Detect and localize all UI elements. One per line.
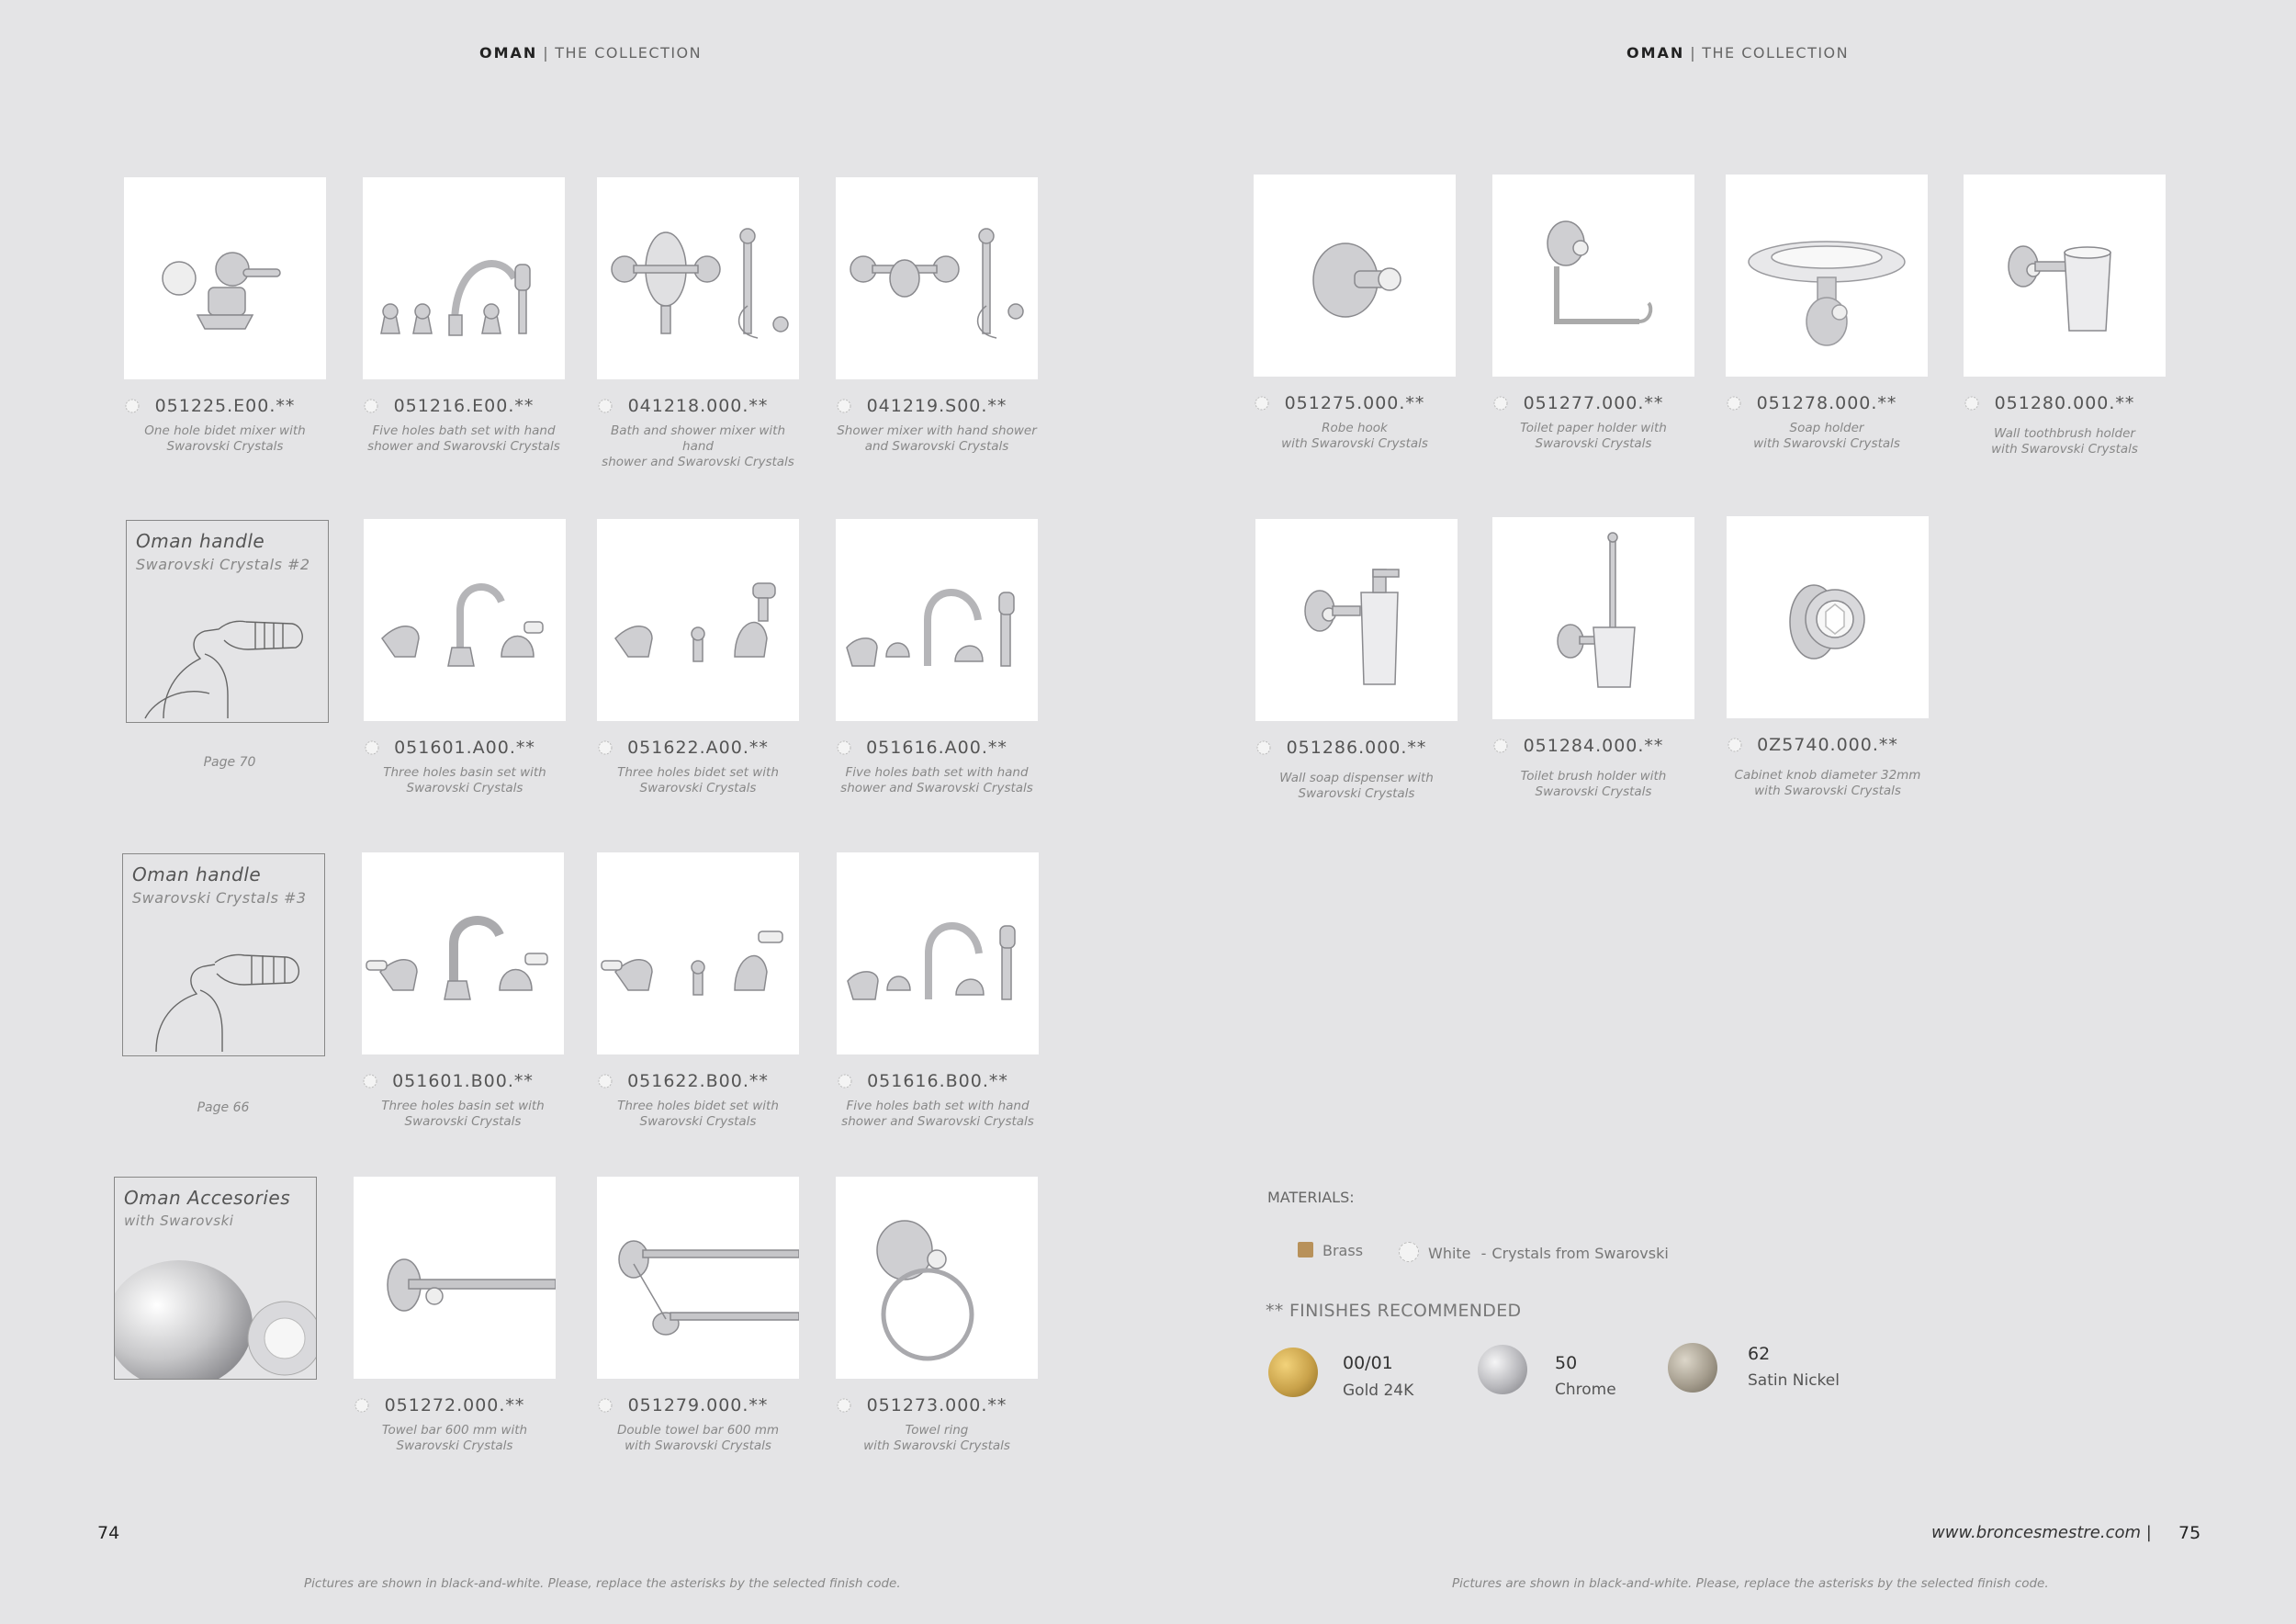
product-code: 051286.000.** bbox=[1286, 738, 1427, 758]
product-image[interactable] bbox=[363, 177, 565, 379]
product-description: Bath and shower mixer with hand shower and Swarovski Crystals bbox=[602, 423, 794, 469]
basin-set-icon bbox=[364, 519, 566, 721]
product-description: Three holes bidet set with Swarovski Crystals bbox=[617, 1099, 779, 1129]
header-right: OMAN | THE COLLECTION bbox=[1626, 44, 1850, 62]
materials-title: MATERIALS: bbox=[1267, 1189, 1355, 1206]
product-image[interactable] bbox=[1726, 175, 1928, 377]
crystal-icon bbox=[597, 1397, 613, 1414]
soap-holder-icon bbox=[1726, 175, 1928, 377]
product-description: Double towel bar 600 mm with Swarovski Crystals bbox=[616, 1423, 780, 1453]
product-code: 051279.000.** bbox=[627, 1395, 769, 1415]
product-description: Soap holder with Swarovski Crystals bbox=[1753, 421, 1900, 451]
crystal-icon bbox=[597, 1073, 613, 1089]
product-code: 051601.B00.** bbox=[392, 1071, 534, 1091]
crystal-icon bbox=[1727, 737, 1743, 753]
product-card[interactable] bbox=[1254, 175, 1456, 452]
finish-name: Satin Nickel bbox=[1748, 1371, 1840, 1390]
product-card[interactable] bbox=[836, 177, 1038, 455]
finish-code: 62 bbox=[1748, 1344, 1771, 1364]
product-code: 041219.S00.** bbox=[866, 396, 1007, 416]
towel-bar-icon bbox=[354, 1177, 556, 1379]
product-code: 051616.B00.** bbox=[867, 1071, 1008, 1091]
product-card[interactable] bbox=[362, 852, 564, 1130]
website-link[interactable]: www.broncesmestre.com | bbox=[1931, 1523, 2152, 1542]
product-image[interactable] bbox=[836, 519, 1038, 721]
product-image[interactable] bbox=[1255, 519, 1458, 721]
bidet-mixer-icon bbox=[124, 177, 326, 379]
product-code: 051216.E00.** bbox=[393, 396, 535, 416]
product-description: Five holes bath set with hand shower and Swarovski Crystals bbox=[841, 1099, 1034, 1129]
finishes-title: ** FINISHES RECOMMENDED bbox=[1266, 1301, 1522, 1321]
crystal-icon bbox=[1254, 395, 1270, 412]
product-code: 051622.A00.** bbox=[627, 738, 769, 758]
product-image[interactable] bbox=[124, 177, 326, 379]
product-image[interactable] bbox=[364, 519, 566, 721]
handle-page-ref[interactable]: Page 66 bbox=[197, 1100, 250, 1115]
brass-swatch-icon bbox=[1298, 1242, 1313, 1257]
finish-name: Chrome bbox=[1555, 1381, 1616, 1399]
product-image[interactable] bbox=[837, 852, 1039, 1054]
product-code: 051284.000.** bbox=[1523, 736, 1664, 756]
product-card[interactable] bbox=[1492, 175, 1694, 452]
basin-set-icon bbox=[362, 852, 564, 1054]
product-image[interactable] bbox=[597, 852, 799, 1054]
handle-subtitle: with Swarovski bbox=[124, 1212, 234, 1229]
material-white-crystals: White - Crystals from Swarovski bbox=[1399, 1242, 1669, 1262]
header-brand: OMAN bbox=[1626, 44, 1685, 62]
bidet-set-icon bbox=[597, 519, 799, 721]
robe-hook-icon bbox=[1254, 175, 1456, 377]
crystal-icon bbox=[837, 1073, 853, 1089]
product-card[interactable] bbox=[124, 177, 326, 455]
product-card[interactable] bbox=[597, 1177, 799, 1454]
header-left: OMAN | THE COLLECTION bbox=[479, 44, 703, 62]
product-description: Three holes basin set with Swarovski Crystals bbox=[381, 1099, 545, 1129]
chrome-finish-swatch-icon[interactable] bbox=[1478, 1345, 1527, 1394]
crystal-icon bbox=[1726, 395, 1742, 412]
handle-drawing-icon bbox=[123, 854, 324, 1055]
product-card[interactable] bbox=[836, 519, 1038, 796]
product-description: Shower mixer with hand shower and Swarovski Crystals bbox=[837, 423, 1037, 454]
product-card[interactable] bbox=[364, 519, 566, 796]
product-description: Towel bar 600 mm with Swarovski Crystals bbox=[381, 1423, 528, 1453]
crystal-icon bbox=[836, 1397, 852, 1414]
cabinet-knob-icon bbox=[1727, 516, 1929, 718]
product-card[interactable] bbox=[597, 852, 799, 1130]
accessories-box bbox=[114, 1177, 317, 1380]
crystal-icon bbox=[597, 398, 613, 414]
product-image[interactable] bbox=[1492, 175, 1694, 377]
handle-subtitle: Swarovski Crystals #2 bbox=[136, 556, 310, 573]
product-description: Three holes basin set with Swarovski Crystals bbox=[383, 765, 546, 795]
soap-dispenser-icon bbox=[1255, 519, 1458, 721]
page-number-right: 75 bbox=[2178, 1523, 2201, 1543]
crystal-icon bbox=[836, 398, 852, 414]
product-description: Towel ring with Swarovski Crystals bbox=[863, 1423, 1010, 1453]
bath-set-icon bbox=[363, 177, 565, 379]
crystal-icon bbox=[1255, 739, 1272, 756]
product-image[interactable] bbox=[836, 1177, 1038, 1379]
towel-ring-icon bbox=[836, 1177, 1038, 1379]
toilet-paper-holder-icon bbox=[1492, 175, 1694, 377]
product-description: Five holes bath set with hand shower and Swarovski Crystals bbox=[840, 765, 1033, 795]
bath-set-icon bbox=[836, 519, 1038, 721]
bath-shower-mixer-icon bbox=[597, 177, 799, 379]
product-code: 051280.000.** bbox=[1994, 393, 2135, 413]
crystal-icon bbox=[1964, 395, 1980, 412]
product-card[interactable] bbox=[597, 177, 799, 470]
crystal-icon bbox=[124, 398, 141, 414]
product-card[interactable] bbox=[597, 519, 799, 796]
product-card[interactable] bbox=[1255, 519, 1458, 802]
crystal-icon bbox=[1399, 1242, 1419, 1262]
product-description: Robe hook with Swarovski Crystals bbox=[1281, 421, 1428, 451]
product-image[interactable] bbox=[836, 177, 1038, 379]
product-image[interactable] bbox=[597, 519, 799, 721]
crystal-icon bbox=[364, 739, 380, 756]
handle-box-crystals-2 bbox=[126, 520, 329, 723]
finish-code: 00/01 bbox=[1343, 1353, 1393, 1373]
product-card[interactable] bbox=[1492, 517, 1694, 800]
handle-title: Oman handle bbox=[132, 863, 262, 885]
product-code: 0Z5740.000.** bbox=[1757, 735, 1898, 755]
crystal-icon bbox=[1492, 738, 1509, 754]
page-number-left: 74 bbox=[97, 1523, 120, 1543]
product-image[interactable] bbox=[1727, 516, 1929, 718]
handle-drawing-icon bbox=[127, 521, 328, 722]
product-description: Five holes bath set with hand shower and Swarovski Crystals bbox=[367, 423, 560, 454]
product-image[interactable] bbox=[597, 177, 799, 379]
handle-box-crystals-3 bbox=[122, 853, 325, 1056]
crystal-icon bbox=[597, 739, 613, 756]
product-image[interactable] bbox=[362, 852, 564, 1054]
toothbrush-holder-icon bbox=[1964, 175, 2166, 377]
product-code: 051278.000.** bbox=[1756, 393, 1897, 413]
gold-finish-swatch-icon[interactable] bbox=[1268, 1348, 1318, 1397]
product-description: Wall soap dispenser with Swarovski Crystals bbox=[1279, 771, 1434, 801]
handle-subtitle: Swarovski Crystals #3 bbox=[132, 889, 307, 907]
product-image[interactable] bbox=[1492, 517, 1694, 719]
product-card[interactable] bbox=[363, 177, 565, 455]
product-card[interactable] bbox=[354, 1177, 556, 1454]
product-card[interactable] bbox=[1727, 516, 1929, 799]
footnote-left: Pictures are shown in black-and-white. Please, replace the asterisks by the selected finish code. bbox=[304, 1576, 901, 1591]
product-code: 051622.B00.** bbox=[627, 1071, 769, 1091]
product-card[interactable] bbox=[1726, 175, 1928, 452]
footnote-right: Pictures are shown in black-and-white. Please, replace the asterisks by the selected finish code. bbox=[1452, 1576, 2049, 1591]
product-description: Toilet paper holder with Swarovski Crystals bbox=[1520, 421, 1667, 451]
product-code: 051277.000.** bbox=[1523, 393, 1664, 413]
product-image[interactable] bbox=[597, 1177, 799, 1379]
header-section: THE COLLECTION bbox=[555, 44, 703, 62]
bath-set-icon bbox=[837, 852, 1039, 1054]
product-image[interactable] bbox=[1964, 175, 2166, 377]
product-code: 051225.E00.** bbox=[154, 396, 296, 416]
product-code: 051275.000.** bbox=[1284, 393, 1425, 413]
crystal-icon bbox=[362, 1073, 378, 1089]
satin-nickel-finish-swatch-icon[interactable] bbox=[1668, 1343, 1717, 1393]
product-card[interactable] bbox=[837, 852, 1039, 1130]
finish-code: 50 bbox=[1555, 1353, 1578, 1373]
product-code: 051273.000.** bbox=[866, 1395, 1007, 1415]
product-description: Cabinet knob diameter 32mm with Swarovski Crystals bbox=[1734, 768, 1921, 798]
product-code: 041218.000.** bbox=[627, 396, 769, 416]
crystal-icon bbox=[836, 739, 852, 756]
product-code: 051601.A00.** bbox=[394, 738, 535, 758]
material-brass: Brass bbox=[1298, 1242, 1363, 1259]
product-description: Three holes bidet set with Swarovski Crystals bbox=[617, 765, 779, 795]
finish-name: Gold 24K bbox=[1343, 1382, 1414, 1400]
product-description: Toilet brush holder with Swarovski Crystals bbox=[1520, 769, 1667, 799]
bidet-set-icon bbox=[597, 852, 799, 1054]
crystal-icon bbox=[1492, 395, 1509, 412]
shower-mixer-icon bbox=[836, 177, 1038, 379]
crystal-icon bbox=[363, 398, 379, 414]
product-description: Wall toothbrush holder with Swarovski Crystals bbox=[1991, 426, 2138, 457]
toilet-brush-holder-icon bbox=[1492, 517, 1694, 719]
product-code: 051616.A00.** bbox=[866, 738, 1007, 758]
product-description: One hole bidet mixer with Swarovski Crystals bbox=[144, 423, 306, 454]
product-card[interactable] bbox=[836, 1177, 1038, 1454]
handle-page-ref[interactable]: Page 70 bbox=[203, 755, 256, 770]
header-brand: OMAN bbox=[479, 44, 538, 62]
product-card[interactable] bbox=[1964, 175, 2166, 457]
handle-title: Oman Accesories bbox=[124, 1187, 291, 1209]
product-image[interactable] bbox=[1254, 175, 1456, 377]
product-image[interactable] bbox=[354, 1177, 556, 1379]
handle-title: Oman handle bbox=[136, 530, 265, 552]
header-section: THE COLLECTION bbox=[1702, 44, 1850, 62]
crystal-icon bbox=[354, 1397, 370, 1414]
accessory-closeup-icon bbox=[115, 1178, 316, 1379]
product-code: 051272.000.** bbox=[384, 1395, 525, 1415]
double-towel-bar-icon bbox=[597, 1177, 799, 1379]
